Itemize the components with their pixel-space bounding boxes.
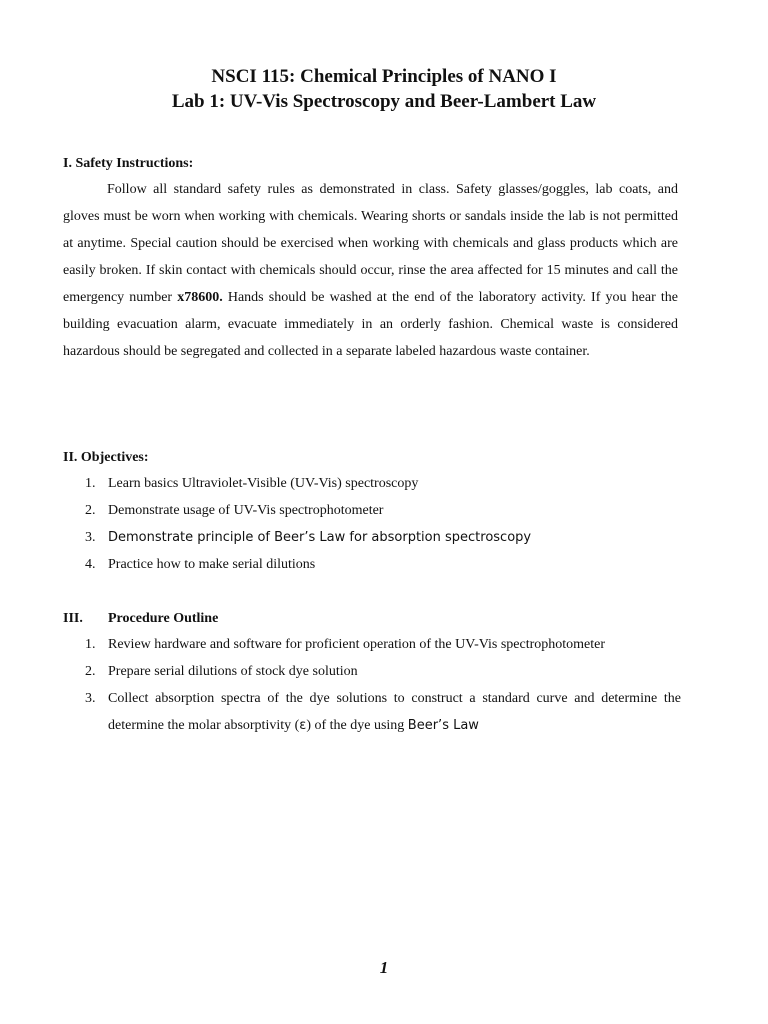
list-item: 3. Demonstrate principle of Beer’s Law for absorption spectroscopy bbox=[85, 530, 532, 545]
objectives-heading: II. Objectives: bbox=[63, 450, 149, 465]
list-item: 3. Collect absorption spectra of the dye solutions to construct a standard curve and determine the determine the molar absorptivity (ε) of the dye using Beer’s Law bbox=[85, 691, 681, 733]
list-item: 2. Demonstrate usage of UV-Vis spectrophotometer bbox=[85, 503, 384, 518]
procedure-list bbox=[63, 631, 681, 739]
procedure-heading-number: III. bbox=[63, 611, 83, 626]
page-number: 1 bbox=[379, 958, 389, 977]
safety-paragraph bbox=[63, 176, 678, 365]
document-title-line2: Lab 1: UV-Vis Spectroscopy and Beer-Lambert Law bbox=[171, 91, 597, 112]
document-title-line1: NSCI 115: Chemical Principles of NANO I bbox=[211, 66, 557, 87]
objectives-list bbox=[63, 470, 683, 578]
list-item: 1. Learn basics Ultraviolet-Visible (UV-Vis) spectroscopy bbox=[85, 476, 419, 491]
safety-text-after: Hands should be washed at the end of the laboratory activity. If you hear the building evacuation alarm, evacuate immediately in an orderly fashion. Chemical waste is considered hazardous should be segregated and collected in a separate labeled hazardous waste container. bbox=[63, 290, 679, 359]
emergency-number: x78600. bbox=[177, 290, 223, 305]
procedure-heading: Procedure Outline bbox=[108, 611, 219, 626]
list-item: 1. Review hardware and software for proficient operation of the UV-Vis spectrophotometer bbox=[85, 637, 606, 652]
list-item: 4. Practice how to make serial dilutions bbox=[85, 557, 316, 572]
epsilon-symbol: ε bbox=[299, 718, 307, 733]
safety-text-before: Follow all standard safety rules as demonstrated in class. Safety glasses/goggles, lab coats, and gloves must be worn when working with chemicals. Wearing shorts or sandals inside the lab is not permitted at anytime. Special caution should be exercised when working with chemicals and glass products which are easily broken. If skin contact with chemicals should occur, rinse the area affected for 15 minutes and call the emergency number bbox=[63, 182, 678, 305]
safety-heading: I. Safety Instructions: bbox=[63, 156, 194, 171]
list-item: 2. Prepare serial dilutions of stock dye solution bbox=[85, 664, 358, 679]
